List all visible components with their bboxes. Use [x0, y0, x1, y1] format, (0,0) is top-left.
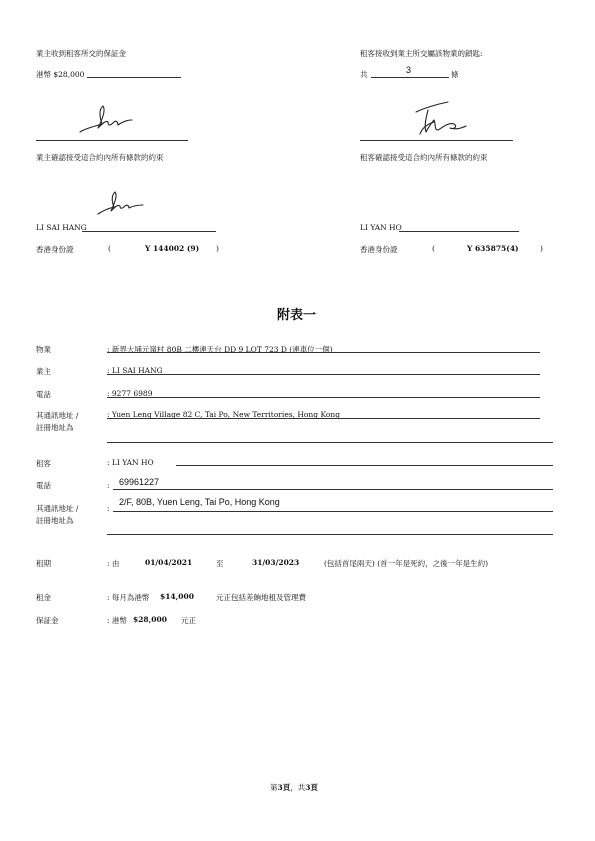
landlord-address-label-1: 其通訊地址 / — [36, 411, 79, 420]
tenant-phone: 69961227 — [119, 477, 160, 487]
keys-prefix: 共 — [360, 70, 368, 79]
landlord-phone-underline — [107, 397, 540, 398]
landlord-address-underline-2 — [107, 442, 553, 443]
landlord-address-label-2: 註冊地址為 — [36, 423, 74, 432]
landlord-address: : Yuen Leng Village 82 C, Tai Po, New Territories, Hong Kong — [107, 410, 340, 419]
landlord-phone: : 9277 6989 — [107, 389, 153, 398]
term-from-prefix: : 由 — [107, 559, 120, 568]
tenant-name: LI YAN HO — [360, 223, 402, 232]
total-pages: 3頁 — [305, 783, 318, 792]
tenant-signature-line-1 — [360, 140, 513, 141]
tenant-address-colon: : — [107, 504, 110, 513]
landlord-hkid-close-paren: ) — [216, 244, 219, 253]
term-note: (包括首尾兩天) (首一年是死約，之後一年是生約) — [324, 559, 489, 568]
tenant-address-label-1: 其通訊地址 / — [36, 504, 79, 513]
property-value: : 新界大埔元嶺村 80B 二樓連天台 DD 9 LOT 723 D (連車位一個) — [107, 345, 333, 354]
keys-count: 3 — [406, 65, 412, 75]
landlord-hkid: Y 144002 (9) — [145, 244, 200, 253]
tenant-phone-colon: : — [107, 481, 110, 490]
page-prefix: 第 — [270, 783, 278, 792]
landlord-address-underline-1 — [107, 418, 540, 419]
tenant-phone-underline — [113, 489, 553, 490]
deposit-amount: 港幣 $28,000 — [36, 70, 85, 79]
landlord-hkid-label: 香港身份證 — [36, 245, 74, 254]
keys-suffix: 條 — [451, 70, 459, 79]
deposit-suffix: 元正 — [181, 616, 196, 625]
landlord-signature-1 — [78, 100, 138, 136]
landlord-phone-label: 電話 — [36, 390, 51, 399]
schedule-title: 附表一 — [277, 308, 317, 323]
rent-prefix: : 每月為港幣 — [107, 593, 150, 602]
tenant-hkid-close-paren: ) — [540, 244, 543, 253]
tenant-hkid: Y 635875(4) — [467, 244, 519, 253]
rent-suffix: 元正包括差餉地租及管理費 — [216, 593, 306, 602]
property-underline — [107, 352, 540, 353]
keys-received-label: 租客接收到業主所交屬該物業的鎖匙: — [360, 49, 483, 58]
landlord-hkid-open-paren: ( — [108, 244, 111, 253]
deposit-prefix: : 港幣 — [107, 616, 127, 625]
tenant-address-underline-2 — [107, 534, 553, 535]
deposit-underline — [87, 77, 181, 78]
landlord-name: LI SAI HANG — [36, 223, 87, 232]
deposit-received-label: 業主收到租客所交的保証金 — [36, 49, 126, 58]
tenant-signature-1 — [408, 98, 468, 138]
tenant-hkid-open-paren: ( — [432, 244, 435, 253]
tenant-phone-label: 電話 — [36, 481, 51, 490]
rent-amount: $14,000 — [160, 592, 194, 601]
deposit-amount-schedule: $28,000 — [133, 615, 167, 624]
tenant-underline — [176, 465, 553, 466]
tenant-confirm-text: 租客確認接受這合約內所有條款的約束 — [360, 153, 488, 162]
landlord-confirm-text: 業主確認接受這合約內所有條款的約束 — [36, 153, 164, 162]
landlord-name-underline — [82, 231, 216, 232]
term-to-prefix: 至 — [216, 559, 224, 568]
tenant-address-label-2: 註冊地址為 — [36, 516, 74, 525]
current-page: 3頁 — [277, 783, 291, 792]
tenant-address-underline-1 — [113, 511, 553, 512]
property-label: 物業 — [36, 345, 51, 354]
page-separator: ，共 — [290, 783, 306, 792]
landlord-value: : LI SAI HANG — [107, 366, 163, 375]
tenant-hkid-label: 香港身份證 — [360, 245, 398, 254]
tenant-label: 租客 — [36, 459, 51, 468]
tenant-value: : LI YAN HO — [107, 458, 154, 467]
term-from-date: 01/04/2021 — [145, 558, 193, 567]
tenant-name-underline — [399, 231, 519, 232]
page-number — [270, 782, 318, 793]
deposit-label: 保証金 — [36, 616, 59, 625]
landlord-underline — [107, 374, 540, 375]
tenant-address: 2/F, 80B, Yuen Leng, Tai Po, Hong Kong — [119, 497, 280, 507]
landlord-signature-2 — [96, 188, 146, 218]
landlord-signature-line-1 — [36, 140, 188, 141]
term-to-date: 31/03/2023 — [252, 558, 300, 567]
landlord-label: 業主 — [36, 367, 51, 376]
keys-underline — [371, 77, 449, 78]
rent-label: 租金 — [36, 593, 51, 602]
term-label: 租期 — [36, 559, 51, 568]
